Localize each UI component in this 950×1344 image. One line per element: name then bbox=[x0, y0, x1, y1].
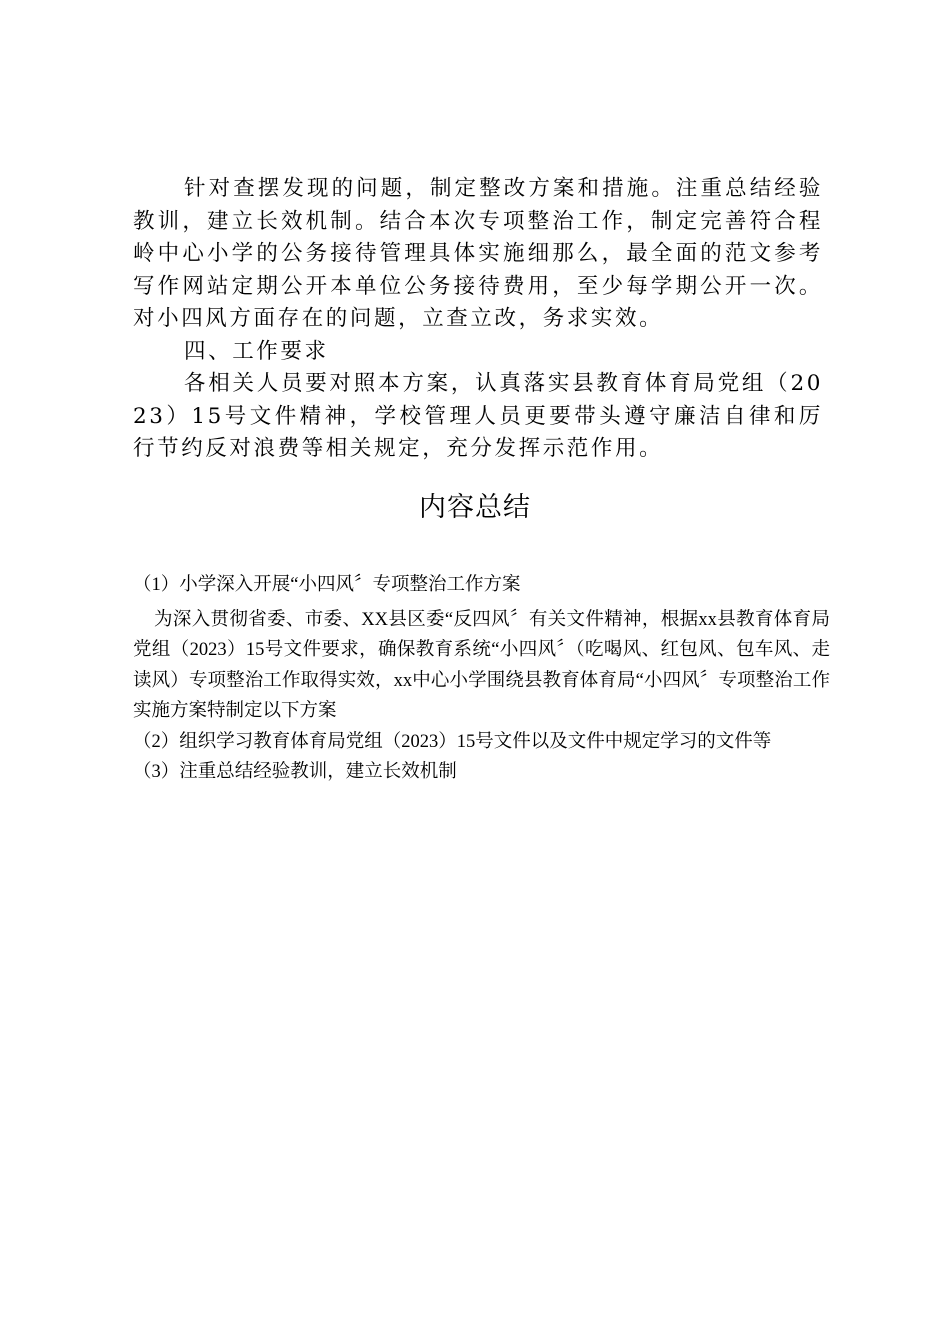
body-paragraph-requirements: 各相关人员要对照本方案，认真落实县教育体育局党组（2023）15号文件精神，学校管理人员更要带头遵守廉洁自律和厉行节约反对浪费等相关规定，充分发挥示范作用。 bbox=[133, 371, 823, 461]
summary-section bbox=[133, 570, 830, 788]
body-text-section bbox=[133, 173, 823, 466]
summary-title: 内容总结 bbox=[419, 492, 531, 523]
summary-item-1: （1）小学深入开展“小四风〞专项整治工作方案 bbox=[133, 575, 521, 595]
summary-item-3: （3）注重总结经验教训，建立长效机制 bbox=[133, 762, 457, 782]
body-paragraph-rectification: 针对查摆发现的问题，制定整改方案和措施。注重总结经验教训，建立长效机制。结合本次专项整治工作，制定完善符合程岭中心小学的公务接待管理具体实施细那么，最全面的范文参考写作网站定期公开本单位公务接待费用，至少每学期公开一次。对小四风方面存在的问题，立查立改，务求实效。 bbox=[133, 176, 823, 331]
summary-item-1-detail: 为深入贯彻省委、市委、XX县区委“反四风〞有关文件精神，根据xx县教育体育局党组（2023）15号文件要求，确保教育系统“小四风〞（吃喝风、红包风、包车风、走读风）专项整治工作取得实效，xx中心小学围绕县教育体育局“小四风〞专项整治工作实施方案特制定以下方案 bbox=[133, 609, 830, 721]
summary-item-2: （2）组织学习教育体育局党组（2023）15号文件以及文件中规定学习的文件等 bbox=[133, 731, 772, 752]
section-heading-work-requirements: 四、工作要求 bbox=[184, 338, 329, 364]
